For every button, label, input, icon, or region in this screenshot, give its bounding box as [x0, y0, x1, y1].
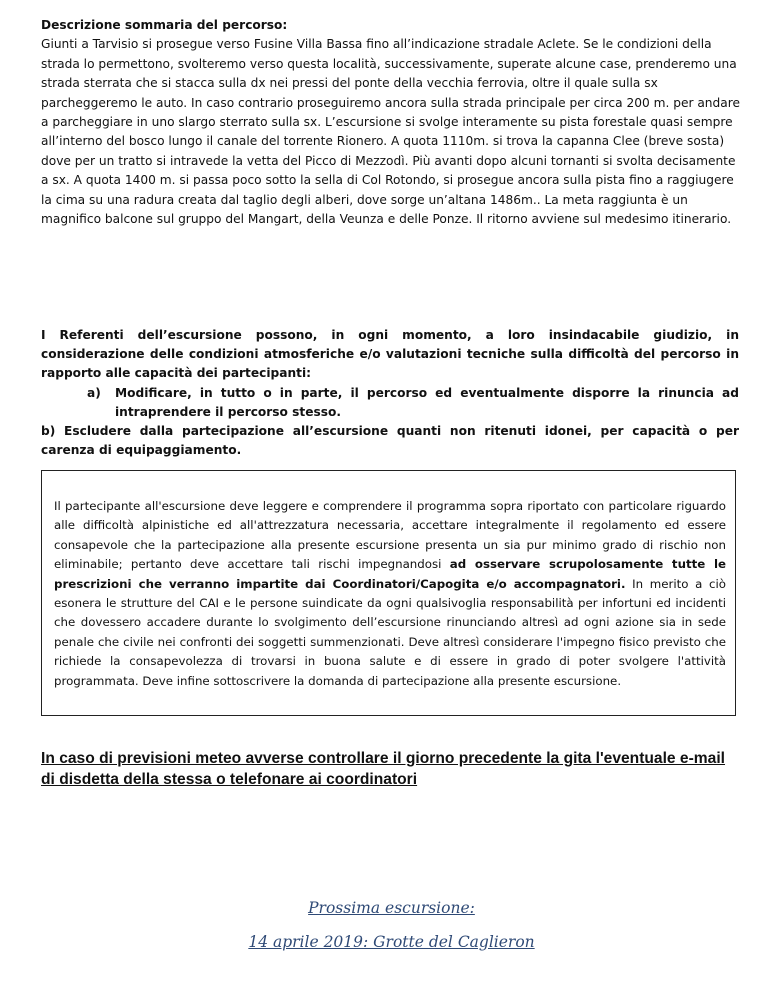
referents-item-a-label: a): [87, 385, 101, 400]
weather-warning: In caso di previsioni meteo avverse controllare il giorno precedente la gita l'eventuale e-mail di disdetta della stessa o telefonare ai coordinatori: [41, 750, 726, 788]
route-description-body: Giunti a Tarvisio si prosegue verso Fusine Villa Bassa fino all’indicazione stradale Aclete. Se le condizioni della strada lo permettono, svolteremo verso questa località, successivamente, superate alcune case, prenderemo una strada sterrata che si stacca sulla dx nei pressi del ponte della vecchia ferrovia, oltre il quale sulla sx parcheggeremo le auto. In caso contrario proseguiremo ancora sulla strada principale per circa 200 m. per andare a parcheggiare in uno slargo sterrato sulla sx. L’escursione si svolge interamente su pista forestale quasi sempre all’interno del bosco lungo il canale del torrente Rionero. A quota 1110m. si trova la capanna Clee (breve sosta) dove per un tratto si intravede la vetta del Picco di Mezzodì. Più avanti dopo alcuni tornanti si svolta decisamente a sx. A quota 1400 m. si passa poco sotto la sella di Col Rotondo, si prosegue ancora sulla pista fino a raggiugere la cima su una radura creata dal taglio degli alberi, dove sorge un’altana 1486m.. La meta raggiunta è un magnifico balcone sul gruppo del Mangart, della Veunza e delle Ponze. Il ritorno avviene sul medesimo itinerario.: [41, 37, 740, 227]
route-description: [41, 16, 741, 229]
disclaimer-text: [54, 497, 726, 691]
referents-item-a-text: Modificare, in tutto o in parte, il percorso ed eventualmente disporre la rinuncia ad intraprendere il percorso stesso.: [115, 385, 739, 419]
referents-item-b: b) Escludere dalla partecipazione all’escursione quanti non ritenuti idonei, per capacità o per carenza di equipaggiamento.: [41, 424, 739, 458]
route-description-title: Descrizione sommaria del percorso:: [41, 18, 288, 32]
disclaimer-part2: In merito a ciò esonera le strutture del CAI e le persone suindicate da ogni qualsivoglia responsabilità per infortuni ed incidenti che dovessero accadere durante lo svolgimento dell’escursione rinunciando altresì ad ogni azione sia in sede penale che civile nei confronti dei soggetti summenzionati. Deve altresì considerare l'impegno fisico previsto che richiede la consapevolezza di trovarsi in buona salute e di essere in grado di poter svolgere l'attività programmata. Deve infine sottoscrivere la domanda di partecipazione alla presente escursione.: [54, 576, 726, 688]
next-excursion-label: Prossima escursione:: [308, 899, 475, 917]
referents-intro: I Referenti dell’escursione possono, in ogni momento, a loro insindacabile giudizio, in considerazione delle condizioni atmosferiche e/o valutazioni tecniche sulla difficoltà del percorso in rapporto alle capacità dei partecipanti:: [41, 328, 739, 381]
disclaimer-box: [41, 470, 736, 716]
referents-item-a: [87, 384, 739, 422]
disclaimer-part1: Il partecipante all'escursione deve leggere e comprendere il programma sopra riportato con particolare riguardo alle difficoltà alpinistiche ed all'attrezzatura necessaria, accettare integralmente il regolamento ed essere consapevole che la partecipazione alla presente escursione presenta un sia pur minimo grado di rischio non eliminabile; pertanto deve accettare tali rischi impegnandosi: [54, 499, 726, 572]
referents-notice: [41, 326, 739, 460]
next-excursion-date: 14 aprile 2019: Grotte del Caglieron: [248, 933, 535, 951]
disclaimer-bold: ad osservare scrupolosamente tutte le prescrizioni che verranno impartite dai Coordinatori/Capogita e/o accompagnatori.: [54, 557, 726, 591]
